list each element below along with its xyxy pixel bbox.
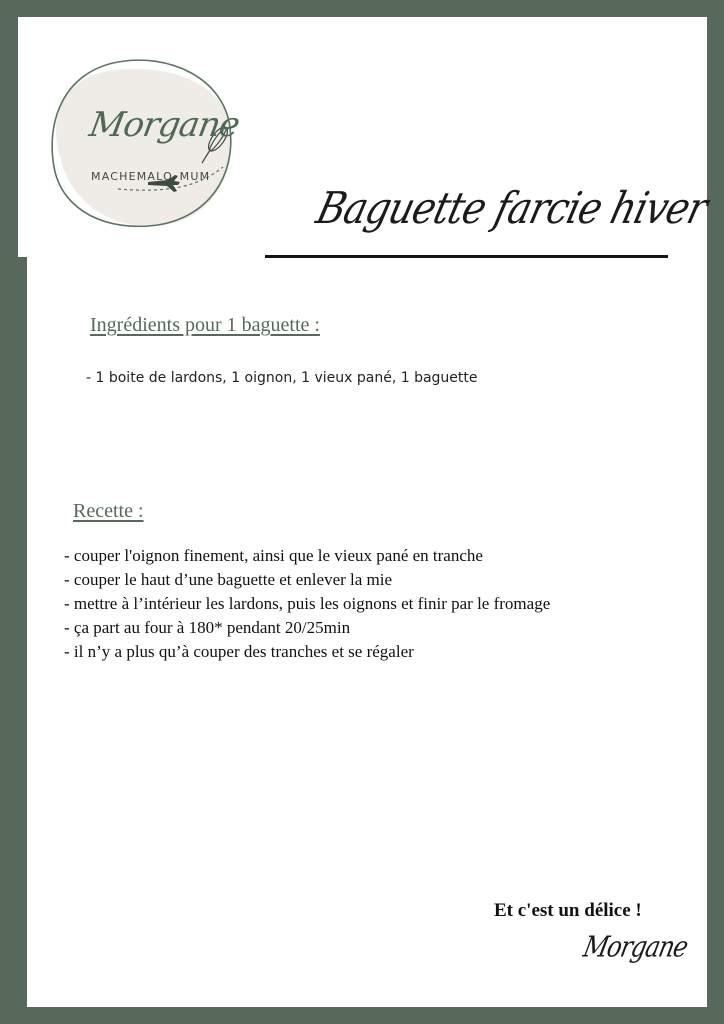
signature: Morgane bbox=[580, 930, 691, 964]
recipe-step: - il n’y a plus qu’à couper des tranches et se régaler bbox=[64, 642, 414, 661]
logo-handle: MACHEMALO_MUM bbox=[91, 170, 211, 183]
recipe-step: - couper le haut d’une baguette et enlever la mie bbox=[64, 570, 393, 589]
recipe-step: - mettre à l’intérieur les lardons, puis les oignons et finir par le fromage bbox=[64, 594, 551, 613]
page-title: Baguette farcie hiver bbox=[311, 182, 712, 234]
recipe-step: - ça part au four à 180* pendant 20/25min bbox=[64, 618, 351, 637]
ingredients-heading: Ingrédients pour 1 baguette : bbox=[90, 314, 320, 336]
recipe-steps bbox=[64, 544, 550, 664]
logo-name: Morgane bbox=[86, 105, 243, 145]
ingredients-list: - 1 boite de lardons, 1 oignon, 1 vieux pané, 1 baguette bbox=[86, 370, 478, 386]
closing-line: Et c'est un délice ! bbox=[494, 900, 642, 921]
title-underline bbox=[265, 255, 668, 258]
logo bbox=[18, 17, 254, 257]
recipe-heading: Recette : bbox=[73, 500, 144, 522]
recipe-step: - couper l'oignon finement, ainsi que le vieux pané en tranche bbox=[64, 546, 483, 565]
